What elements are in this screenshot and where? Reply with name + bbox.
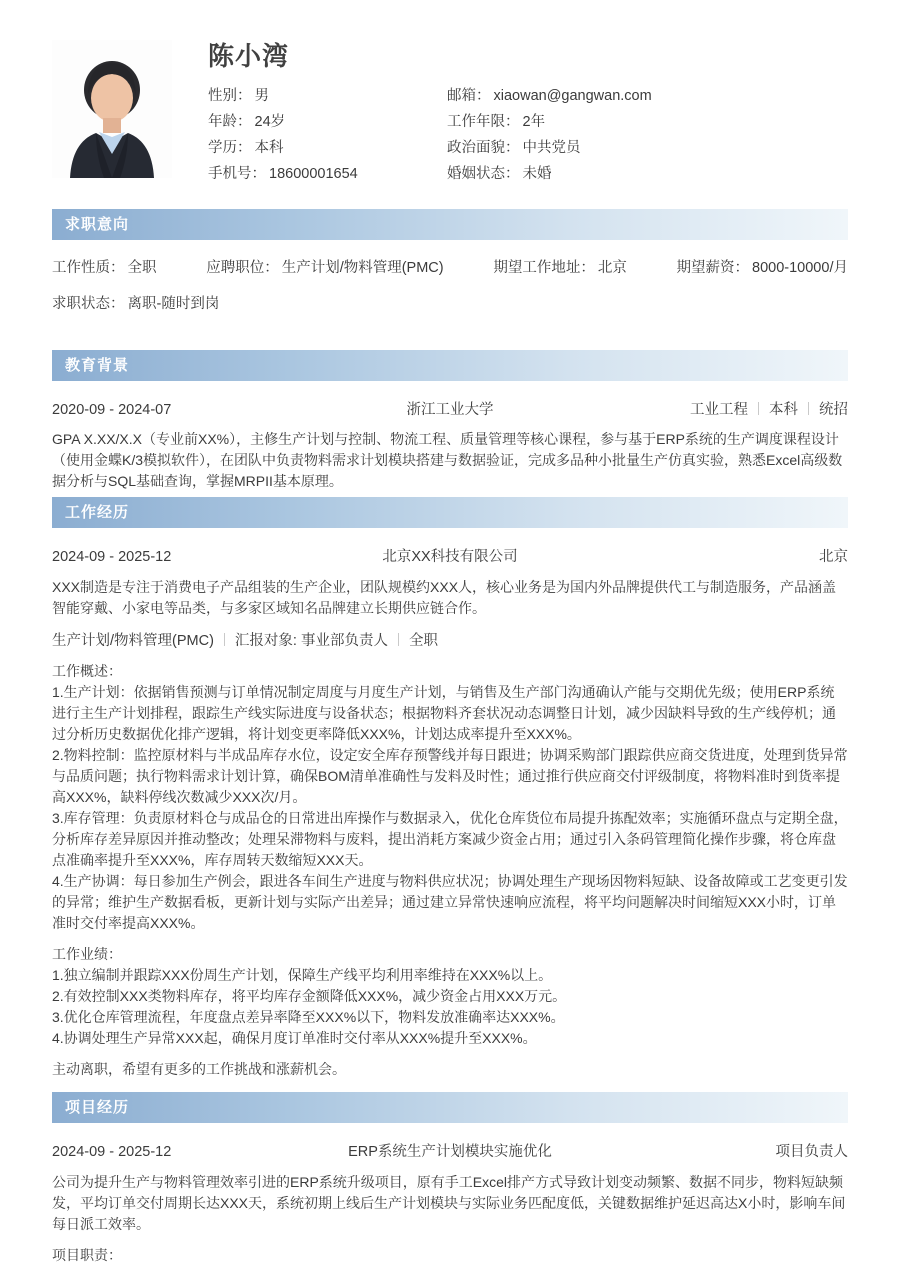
- work-achievement-item: 4.协调处理生产异常XXX起，确保月度订单准时交付率从XXX%提升至XXX%。: [52, 1030, 537, 1046]
- leave-reason: 主动离职，希望有更多的工作挑战和涨薪机会。: [52, 1061, 346, 1077]
- field-work-years: 工作年限： 2年: [447, 114, 546, 130]
- project-name: ERP系统生产计划模块实施优化: [348, 1144, 552, 1160]
- education-major: 工业工程: [690, 402, 748, 418]
- project-period: 2024-09 - 2025-12: [52, 1144, 172, 1160]
- field-education: 学历： 本科: [208, 140, 284, 156]
- education-admission: 统招: [819, 402, 848, 418]
- work-employment-type: 全职: [408, 633, 438, 649]
- work-overview-title: 工作概述：: [52, 663, 122, 679]
- section-title-project: 项目经历: [52, 1092, 848, 1123]
- work-achievement-block: [52, 944, 848, 1049]
- resume-header: [52, 40, 848, 182]
- field-political-status: 政治面貌： 中共党员: [447, 140, 581, 156]
- profile-info-grid: [208, 87, 848, 184]
- work-overview-block: [52, 661, 848, 934]
- separator: [758, 402, 759, 415]
- field-email: 邮箱： xiaowan@gangwan.com: [447, 88, 652, 104]
- field-gender: 性别： 男: [208, 88, 269, 104]
- work-position-row: [52, 631, 848, 651]
- separator: [808, 402, 809, 415]
- section-title-work: 工作经历: [52, 497, 848, 528]
- education-school: 浙江工业大学: [406, 402, 494, 418]
- work-overview-item: 1.生产计划：依据销售预测与订单情况制定周度与月度生产计划，与销售及生产部门沟通确认产能与交期优先级；使用ERP系统进行主生产计划排程，跟踪生产线实际进度与设备状态；根据物料齐套状况动态调整日计划，减少因缺料导致的生产线停机；通过分析历史数据优化排产逻辑，将计划变更率降低XXX%，计划达成率提升至XXX%。: [52, 684, 836, 742]
- profile-photo: [52, 40, 172, 178]
- work-overview-item: 2.物料控制：监控原材料与半成品库存水位，设定安全库存预警线并每日跟进；协调采购部门跟踪供应商交货进度，处理到货异常与品质问题；执行物料需求计划计算，确保BOM清单准确性与发料及时性；通过推行供应商交付评级制度，将物料准时到货率提高XXX%，缺料停线次数减少XXX次/月。: [52, 747, 848, 805]
- field-phone: 手机号： 18600001654: [208, 166, 358, 182]
- education-degree: 本科: [769, 402, 798, 418]
- education-meta-row: [52, 400, 848, 420]
- field-marital-status: 婚姻状态： 未婚: [447, 166, 552, 182]
- project-role: 项目负责人: [775, 1144, 848, 1160]
- company-intro: XXX制造是专注于消费电子产品组装的生产企业，团队规模约XXX人，核心业务是为国内外品牌提供代工与制造服务，产品涵盖智能穿戴、小家电等品类，与多家区域知名品牌建立长期供应链合作。: [52, 579, 837, 616]
- work-achievement-item: 1.独立编制并跟踪XXX份周生产计划，保障生产线平均利用率维持在XXX%以上。: [52, 967, 553, 983]
- project-meta-row: [52, 1142, 848, 1162]
- intent-target-location: 期望工作地址： 北京: [493, 260, 627, 276]
- separator: [398, 633, 399, 646]
- portrait-illustration: [52, 40, 172, 178]
- intent-job-status: 求职状态： 离职-随时到岗: [52, 296, 220, 312]
- field-age: 年龄： 24岁: [208, 114, 286, 130]
- profile-summary: [208, 40, 848, 182]
- intent-work-type: 工作性质： 全职: [52, 260, 157, 276]
- work-overview-item: 4.生产协调：每日参加生产例会，跟进各车间生产进度与物料供应状况；协调处理生产现场因物料短缺、设备故障或工艺变更引发的异常；维护生产数据看板，更新计划与实际产出差异；通过建立异常快速响应流程，将平均问题解决时间缩短XXX小时，订单准时交付率提高XXX%。: [52, 873, 848, 931]
- education-description: GPA X.XX/X.X（专业前XX%），主修生产计划与控制、物流工程、质量管理等核心课程，参与基于ERP系统的生产调度课程设计（使用金蝶K/3模拟软件），在团队中负责物料需求计划模块搭建与数据验证，完成多品种小批量生产仿真实验，熟悉Excel高级数据分析与SQL基础查询，掌握MRPII基本原理。: [52, 431, 843, 489]
- education-period: 2020-09 - 2024-07: [52, 402, 172, 418]
- section-title-education: 教育背景: [52, 350, 848, 381]
- work-meta-row: [52, 547, 848, 567]
- work-overview-item: 3.库存管理：负责原材料仓与成品仓的日常进出库操作与数据录入，优化仓库货位布局提升拣配效率；实施循环盘点与定期全盘，分析库存差异原因并推动整改；处理呆滞物料与废料，提出消耗方案减少资金占用；通过引入条码管理简化操作步骤，将仓库盘点准确率提升至XXX%，库存周转天数缩短XXX天。: [52, 810, 848, 868]
- job-intent-row: [52, 258, 848, 278]
- work-company: 北京XX科技有限公司: [382, 549, 518, 565]
- work-achievement-item: 3.优化仓库管理流程，年度盘点差异率降至XXX%以下，物料发放准确率达XXX%。: [52, 1009, 565, 1025]
- education-degree-group: [494, 400, 849, 420]
- work-achievement-item: 2.有效控制XXX类物料库存，将平均库存金额降低XXX%，减少资金占用XXX万元。: [52, 988, 567, 1004]
- separator: [224, 633, 225, 646]
- work-position: 生产计划/物料管理(PMC): [52, 633, 214, 649]
- candidate-name: 陈小湾: [208, 41, 290, 71]
- project-duty-title: 项目职责：: [52, 1247, 122, 1263]
- work-report-to: 汇报对象: 事业部负责人: [234, 633, 388, 649]
- work-period: 2024-09 - 2025-12: [52, 549, 172, 565]
- project-background: 公司为提升生产与物料管理效率引进的ERP系统升级项目，原有手工Excel排产方式导致计划变动频繁、数据不同步，物料短缺频发，平均订单交付周期长达XXX天，系统初期上线后生产计划模块与实际业务匹配度低，关键数据维护延迟高达X小时，影响车间每日派工效率。: [52, 1174, 846, 1232]
- section-title-job-intent: 求职意向: [52, 209, 848, 240]
- intent-target-position: 应聘职位： 生产计划/物料管理(PMC): [206, 260, 444, 276]
- intent-expected-salary: 期望薪资： 8000-10000/月: [676, 260, 848, 276]
- work-achievement-title: 工作业绩：: [52, 946, 122, 962]
- work-location: 北京: [819, 549, 848, 565]
